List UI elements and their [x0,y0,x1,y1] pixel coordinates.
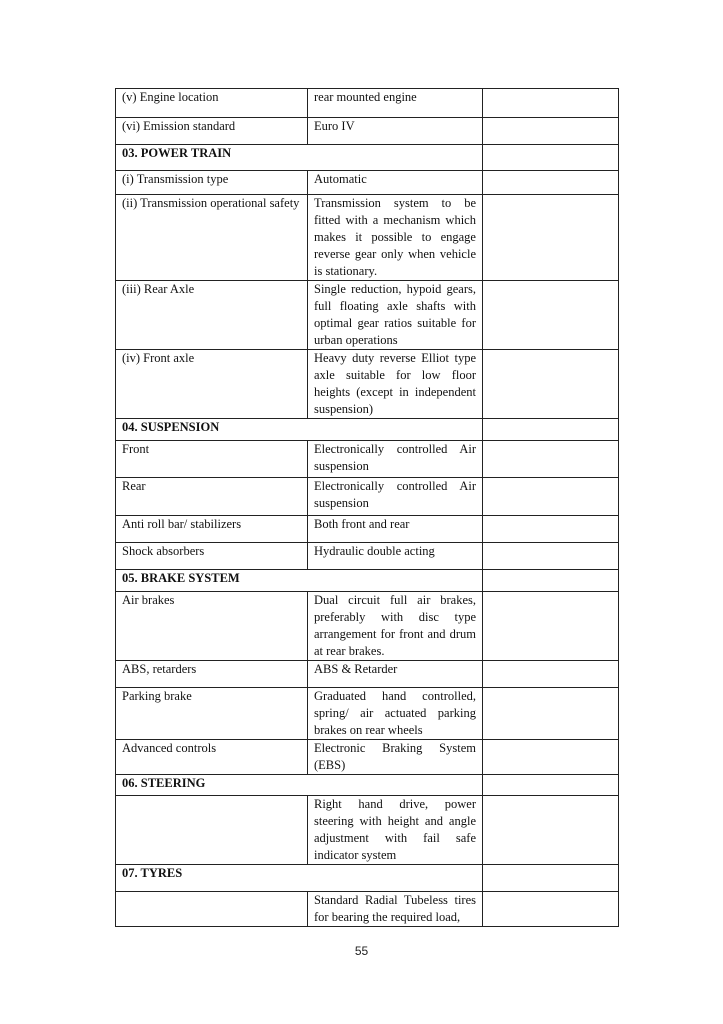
specification-cell: ABS & Retarder [308,661,483,688]
remarks-cell [483,865,619,892]
specification-cell: Dual circuit full air brakes, preferably with disc type arrangement for front and drum at rear brakes. [308,592,483,661]
section-header-row [116,419,619,441]
table-row [116,89,619,118]
section-header-row [116,570,619,592]
parameter-cell: Parking brake [116,688,308,740]
section-header-row [116,775,619,796]
table-row [116,195,619,281]
specification-cell: Graduated hand controlled, spring/ air actuated parking brakes on rear wheels [308,688,483,740]
section-title: 06. STEERING [116,775,483,796]
section-title: 03. POWER TRAIN [116,145,483,171]
remarks-cell [483,350,619,419]
table-row [116,661,619,688]
parameter-cell: (vi) Emission standard [116,118,308,145]
remarks-cell [483,796,619,865]
remarks-cell [483,775,619,796]
remarks-cell [483,661,619,688]
section-header-row [116,145,619,171]
remarks-cell [483,892,619,927]
parameter-cell [116,796,308,865]
remarks-cell [483,89,619,118]
specification-cell: Standard Radial Tubeless tires for bearing the required load, [308,892,483,927]
remarks-cell [483,171,619,195]
specification-cell: Electronically controlled Air suspension [308,478,483,516]
table-row [116,892,619,927]
specification-cell: Electronic Braking System (EBS) [308,740,483,775]
remarks-cell [483,118,619,145]
specification-cell: Transmission system to be fitted with a mechanism which makes it possible to engage reverse gear only when vehicle is stationary. [308,195,483,281]
specification-cell: Both front and rear [308,516,483,543]
table-row [116,796,619,865]
page-number: 55 [354,944,369,958]
remarks-cell [483,570,619,592]
table-row [116,350,619,419]
specification-cell: Electronically controlled Air suspension [308,441,483,478]
parameter-cell: ABS, retarders [116,661,308,688]
specification-cell: Right hand drive, power steering with height and angle adjustment with fail safe indicator system [308,796,483,865]
table-row [116,516,619,543]
table-row [116,740,619,775]
specification-table [115,88,619,927]
specification-cell: Single reduction, hypoid gears, full floating axle shafts with optimal gear ratios suitable for urban operations [308,281,483,350]
remarks-cell [483,145,619,171]
table-row [116,281,619,350]
remarks-cell [483,195,619,281]
table-row [116,592,619,661]
specification-cell: Hydraulic double acting [308,543,483,570]
parameter-cell: Shock absorbers [116,543,308,570]
remarks-cell [483,543,619,570]
remarks-cell [483,281,619,350]
section-title: 05. BRAKE SYSTEM [116,570,483,592]
parameter-cell: Anti roll bar/ stabilizers [116,516,308,543]
section-title: 07. TYRES [116,865,483,892]
parameter-cell: (iv) Front axle [116,350,308,419]
specification-cell: Heavy duty reverse Elliot type axle suitable for low floor heights (except in independent suspension) [308,350,483,419]
parameter-cell: Rear [116,478,308,516]
remarks-cell [483,419,619,441]
remarks-cell [483,688,619,740]
parameter-cell: (ii) Transmission operational safety [116,195,308,281]
table-row [116,478,619,516]
parameter-cell [116,892,308,927]
parameter-cell: (i) Transmission type [116,171,308,195]
parameter-cell: (v) Engine location [116,89,308,118]
parameter-cell: (iii) Rear Axle [116,281,308,350]
parameter-cell: Advanced controls [116,740,308,775]
table-row [116,688,619,740]
section-title: 04. SUSPENSION [116,419,483,441]
parameter-cell: Front [116,441,308,478]
parameter-cell: Air brakes [116,592,308,661]
remarks-cell [483,516,619,543]
table-row [116,118,619,145]
section-header-row [116,865,619,892]
table-row [116,441,619,478]
specification-cell: Automatic [308,171,483,195]
specification-cell: Euro IV [308,118,483,145]
remarks-cell [483,592,619,661]
table-row [116,543,619,570]
remarks-cell [483,740,619,775]
specification-cell: rear mounted engine [308,89,483,118]
remarks-cell [483,441,619,478]
table-row [116,171,619,195]
remarks-cell [483,478,619,516]
